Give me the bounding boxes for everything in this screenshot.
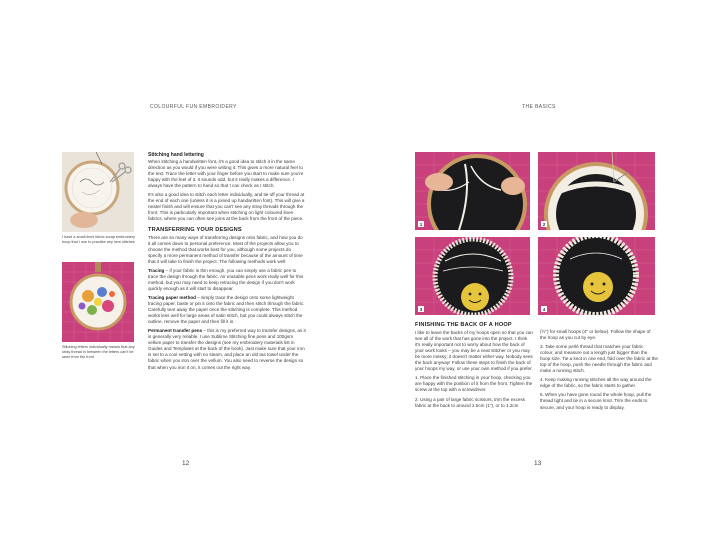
method-tracing [148,268,306,292]
right-text-column-1 [415,322,533,412]
running-head-left: COLOURFUL FUN EMBROIDERY [150,104,237,110]
photo-caption-1: I have a small lines fabric scrap embroidery hoop that I use to practise any new stitches [62,235,136,244]
method-text: – if your fabric is thin enough, you can simply use a fabric pen to trace the design through the fabric. Air erasable pens work really well for this method, but you may need to keep retracing the design if you don't work quickly enough as it will start to disappear. [148,267,304,291]
step-photo-1 [415,152,530,230]
finishing-step-5: 5. When you have gone round the whole hoop, pull the thread tight and tie in a secure knot. Trim the ends to secure, and your hoop is ready to display. [540,392,652,410]
step-photo-4 [538,237,655,315]
left-text-column [148,152,306,374]
transferring-intro: There are so many ways of transferring designs onto fabric, and how you do it all comes down to personal preference. Most of the projects allow you to choose the method that works best for you, although some projects do specify a more permanent method of transfer because of the amount of time that it will take to finish the project. The following methods work well: [148,234,303,264]
method-text: – simply trace the design onto some lightweight tracing paper, baste or pin it onto the fabric and then stitch through the fabric. Carefully tear away the paper once the stitching is complete. This method works less well for large areas of satin stitch, but you could always stitch the outline, remove the paper and then fill it in. [148,294,305,325]
right-page [360,0,720,556]
finishing-intro: I like to leave the backs of my hoops open so that you can see all of the work that has gone into the project. I think it's really important not to worry about how the back of your work looks – you may be a neat stitcher or you may be more messy; it doesn't matter either way. Nobody sees the back anyway! Follow these steps to finish the back of your hoops my way, or use your own method if you prefer. [415,330,533,372]
finishing-hoop-heading: FINISHING THE BACK OF A HOOP [415,322,512,328]
step-number-badge: 3 [419,306,423,312]
method-title: Tracing paper method [148,294,196,300]
running-head-right: THE BASICS [522,104,556,110]
floral-hoop-photo [62,262,134,342]
method-title: Permanent transfer pens [148,328,203,334]
step-number-badge: 2 [542,221,546,227]
finishing-step-2: 2. Using a pair of large fabric scissors, trim the excess fabric at the back to around 2.5cm (1"), or to 1.2cm [415,396,526,408]
practice-hoop-photo [62,152,134,232]
hand-lettering-paragraph-2: It's also a good idea to stitch each letter individually, and tie off your thread at the end of each one (unless it is a joined up handwritten font). This will give a neater finish and will ensure that you can't see any stray threads through the front. This is particularly important when stitching on light coloured linen fabrics, where you can often see joins at the back from the front of the piece. [148,192,305,222]
transferring-designs-heading: TRANSFERRING YOUR DESIGNS [148,226,242,233]
hand-lettering-heading: Stitching hand lettering [148,152,204,158]
finishing-step-4: 4. Keep making running stitches all the way around the edge of the fabric, so the fabric starts to gather. [540,377,652,389]
finishing-step-3: 3. Take some perlé thread that matches your fabric colour, and measure out a length just bigger than the hoop size. Tie a knot in one end, fold over the fabric at the top of the hoop, push the needle through the fabric and make a running stitch. [540,344,658,374]
method-transfer-pens [148,328,306,370]
step-number-badge: 4 [542,306,546,312]
step-number-badge: 1 [419,221,423,227]
page-number-right: 13 [534,460,542,467]
method-tracing-paper [148,295,306,325]
step-photo-3 [415,237,530,315]
step-photo-2 [538,152,655,230]
page-number-left: 12 [182,460,190,467]
hand-lettering-paragraph-1: When stitching a handwritten font, it's a good idea to stitch it in the same direction as you would if you were writing it. This gives a more natural feel to the text. Trace the letter with your finger before you start to make sure you're happy with the feel of it. It sounds odd, but it really makes a difference. I always have the pattern to hand so that I can check as I stitch. [148,159,304,189]
photo-caption-2: Stitching letters individually means that any stray thread in between the letters can't be seen from the front [62,345,135,359]
finishing-step-2-continued: (½") for small hoops (4" or below). Follow the shape of the hoop as you cut by eye. [540,329,651,341]
right-text-column-2 [540,329,658,414]
method-title: Tracing [148,267,165,273]
method-text: – this is my preferred way to transfer designs, as it is generally very reliable. I use Sublime Stitching fine pens and 100gsm vellum paper to transfer the designs (see my embroidery materials list in Guides and Templates at the back of the book). Just make sure that your iron is set to a cool setting with no steam, and place an old tea towel under the fabric when you iron over the vellum. You also need to reverse the design so that when you iron it on, it comes out the right way. [148,328,306,370]
finishing-step-1: 1. Place the finished stitching in your hoop, checking you are happy with the position of it from the front. Tighten the screw at the top with a screwdriver. [415,375,533,393]
